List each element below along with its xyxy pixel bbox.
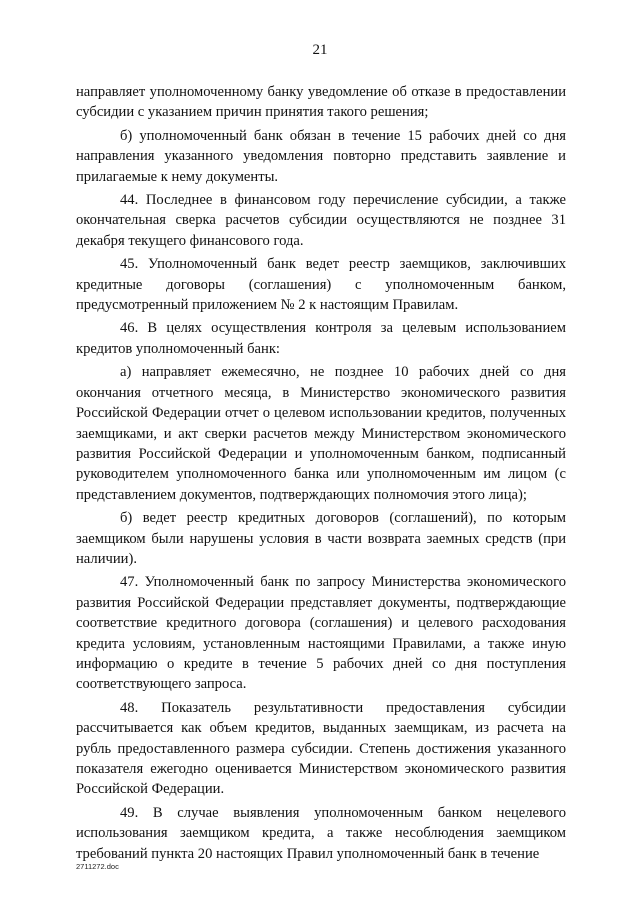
paragraph-49: 49. В случае выявления уполномоченным банком нецелевого использования заемщиком кредита, а также несоблюдения заемщиком требований пункта 20 настоящих Правил уполномоченный банк в течение	[76, 804, 566, 862]
paragraph-46-a: а) направляет ежемесячно, не позднее 10 рабочих дней со дня окончания отчетного месяца, в Министерство экономического развития Российской Федерации отчет о целевом использовании кредитов, полученных заемщиками, и акт сверки расчетов между Министерством экономического развития Российской Федерации и уполномоченным банком, подписанный руководителем уполномоченного банка или уполномоченным им лицом (с представлением документов, подтверждающих полномочия этого лица);	[76, 364, 566, 503]
paragraph-subitem-b: б) уполномоченный банк обязан в течение 15 рабочих дней со дня направления указанного уведомления повторно представить заявление и прилагаемые к нему документы.	[76, 127, 566, 185]
paragraph-continuation: направляет уполномоченному банку уведомление об отказе в предоставлении субсидии с указанием причин принятия такого решения;	[76, 84, 566, 121]
paragraph-48: 48. Показатель результативности предоставления субсидии рассчитывается как объем кредитов, выданных заемщикам, из расчета на рубль предоставленного размера субсидии. Степень достижения указанного показателя ежегодно оценивается Министерством экономического развития Российской Федерации.	[76, 699, 566, 798]
paragraph-44: 44. Последнее в финансовом году перечисление субсидии, а также окончательная сверка расчетов субсидии осуществляются не позднее 31 декабря текущего финансового года.	[76, 192, 566, 249]
paragraph-45: 45. Уполномоченный банк ведет реестр заемщиков, заключивших кредитные договоры (соглашения) с уполномоченным банком, предусмотренный приложением № 2 к настоящим Правилам.	[76, 256, 566, 314]
page-number: 21	[312, 42, 328, 58]
file-name-footer: 2711272.doc	[76, 862, 119, 871]
paragraph-46: 46. В целях осуществления контроля за целевым использованием кредитов уполномоченный банк:	[76, 320, 566, 357]
body-text	[76, 82, 566, 867]
paragraph-47: 47. Уполномоченный банк по запросу Министерства экономического развития Российской Федерации представляет документы, подтверждающие соответствие кредитного договора (соглашения) и целевого расходования кредита условиям, установленным настоящими Правилами, а также иную информацию о кредите в течение 5 рабочих дней со дня поступления соответствующего запроса.	[76, 574, 566, 693]
paragraph-46-b: б) ведет реестр кредитных договоров (соглашений), по которым заемщиком были нарушены условия в части возврата заемных средств (при наличии).	[76, 510, 566, 567]
